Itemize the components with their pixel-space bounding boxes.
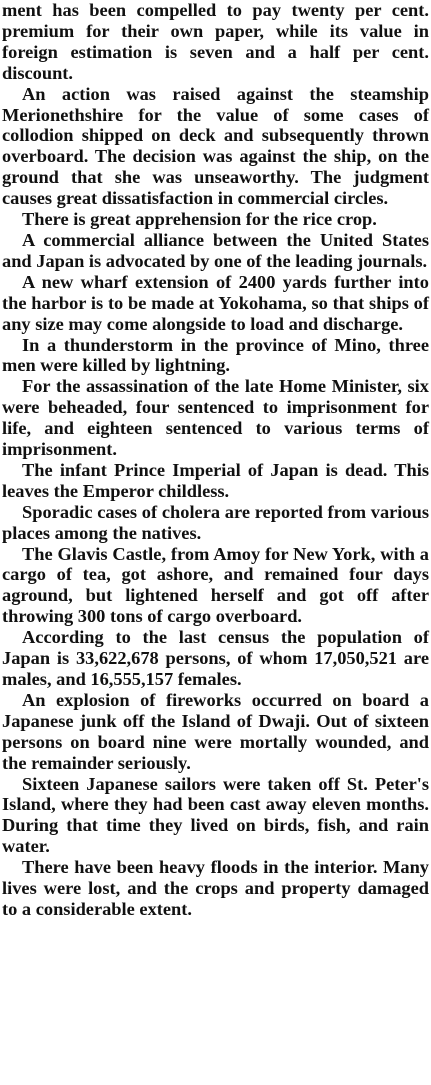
paragraph-census: According to the last census the population of Japan is 33,622,678 persons, of whom 17,050,521 are males, and 16,555,157 females. (2, 627, 429, 689)
paragraph-prince-imperial: The infant Prince Imperial of Japan is dead. This leaves the Emperor childless. (2, 459, 429, 501)
paragraph-glavis-castle: The Glavis Castle, from Amoy for New York, with a cargo of tea, got ashore, and remained four days aground, but lightened herself and got off after throwing 300 tons of cargo overboard. (2, 543, 429, 627)
paragraph-floods: There have been heavy floods in the interior. Many lives were lost, and the crops and property damaged to a considerable extent. (2, 857, 429, 919)
paragraph-sailors-rescued: Sixteen Japanese sailors were taken off St. Peter's Island, where they had been cast away eleven months. During that time they lived on birds, fish, and rain water. (2, 773, 429, 857)
paragraph-merionethshire-action: An action was raised against the steamship Merionethshire for the value of some cases of collodion shipped on deck and subsequently thrown overboard. The decision was against the ship, on the ground that she was unseaworthy. The judgment causes great dissatisfaction in commercial circles. (2, 83, 429, 209)
paragraph-rice-crop: There is great apprehension for the rice crop. (22, 209, 377, 230)
paragraph-cholera: Sporadic cases of cholera are reported from various places among the natives. (2, 501, 429, 543)
paragraph-wharf-extension: A new wharf extension of 2400 yards further into the harbor is to be made at Yokohama, so that ships of any size may come alongside to load and discharge. (2, 271, 429, 334)
paragraph-thunderstorm: In a thunderstorm in the province of Mino, three men were killed by lightning. (2, 334, 429, 376)
paragraph-fireworks-explosion: An explosion of fireworks occurred on board a Japanese junk off the Island of Dwaji. Out of sixteen persons on board nine were mortally wounded, and the remainder seriously. (2, 689, 429, 773)
paragraph-assassination: For the assassination of the late Home Minister, six were beheaded, four sentenced to imprisonment for life, and eighteen sentenced to various terms of imprisonment. (2, 376, 429, 460)
paragraph-commercial-alliance: A commercial alliance between the United States and Japan is advocated by one of the leading journals. (2, 229, 429, 271)
paragraph-paper-premium: ment has been compelled to pay twenty per cent. premium for their own paper, while its value in foreign estimation is seven and a half per cent. discount. (2, 0, 429, 83)
